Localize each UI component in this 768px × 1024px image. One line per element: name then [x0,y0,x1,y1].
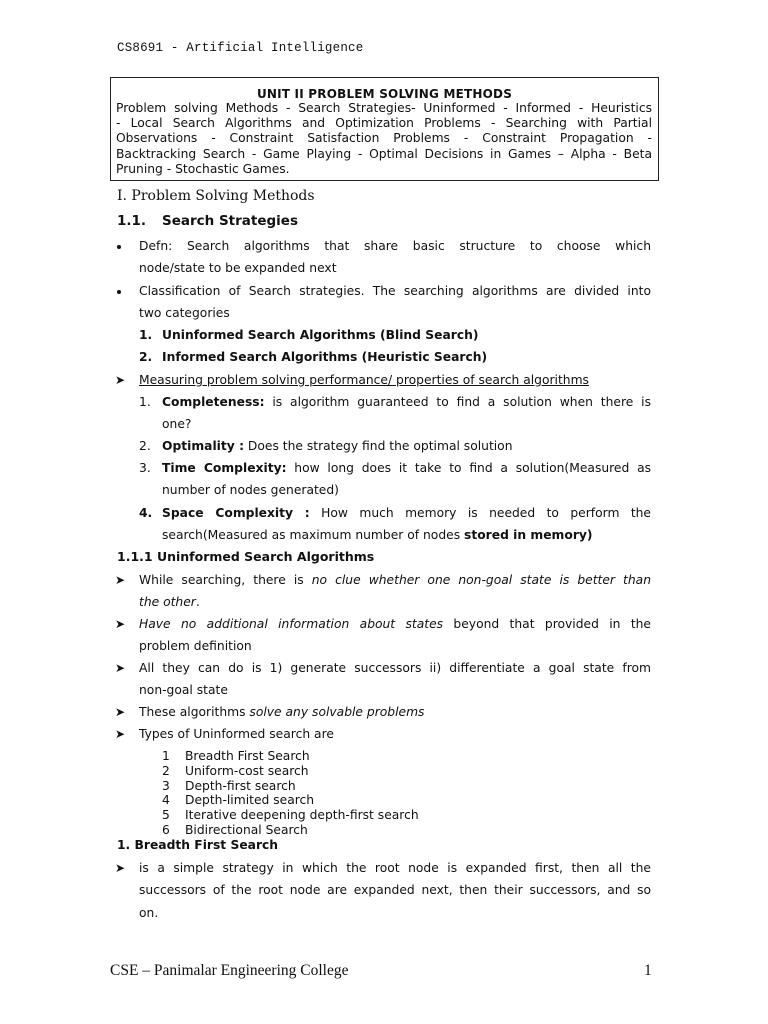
list-number: 1 [162,749,170,763]
arrow-bullet-icon: ➤ [115,617,126,631]
category-item: Uninformed Search Algorithms (Blind Search) [162,328,479,342]
unit-topics-line: Problem solving Methods - Search Strategies- Uninformed - Informed - Heuristics [116,101,652,115]
classification-line: Classification of Search strategies. The searching algorithms are divided into [139,284,651,298]
page-header: CS8691 - Artificial Intelligence [117,41,364,55]
unit-topics-line: Backtracking Search - Game Playing - Optimal Decisions in Games – Alpha - Beta [116,146,652,161]
property-space-complexity [162,506,651,520]
category-number: 2. [139,350,153,364]
category-number: 1. [139,328,153,342]
category-item: Informed Search Algorithms (Heuristic Search) [162,350,488,364]
property-time-complexity [162,461,651,475]
point-emphasis: the other [139,595,196,609]
bfs-description-line: on. [139,906,159,920]
arrow-bullet-icon: ➤ [115,727,126,741]
list-number: 4 [162,793,170,808]
uninformed-point [139,617,651,631]
list-text: Breadth First Search [185,749,310,763]
point-emphasis: Have no additional information about states [139,617,444,631]
list-text: Bidirectional Search [185,822,308,837]
property-label: Space Complexity : [162,506,310,520]
point-text: These algorithms [139,705,250,719]
uninformed-point: All they can do is 1) generate successors ii) differentiate a goal state from [139,661,651,675]
classification-line: two categories [139,306,230,320]
bfs-description-line: is a simple strategy in which the root node is expanded first, then all the [139,861,651,875]
definition-line: node/state to be expanded next [139,261,337,275]
list-item [162,779,419,794]
point-emphasis: solve any solvable problems [249,705,425,719]
property-label: Optimality : [162,439,244,453]
bullet-icon [117,245,121,249]
types-list [162,749,419,838]
property-label: Time Complexity: [162,461,287,475]
property-continuation [162,528,593,542]
property-number: 1. [139,395,151,409]
list-number: 2 [162,763,170,778]
unit-topics [116,101,652,177]
property-label: Completeness: [162,395,265,409]
property-text: is algorithm guaranteed to find a solution when there is [264,395,651,409]
point-emphasis: no clue whether one non-goal state is better than [311,573,651,587]
unit-topics-line: - Local Search Algorithms and Optimization Problems - Searching with Partial [116,116,652,131]
property-number: 3. [139,461,151,475]
bullet-icon [117,290,121,294]
unit-topics-line: Pruning - Stochastic Games. [116,161,290,176]
unit-summary-box [110,77,659,181]
list-number: 3 [162,778,170,793]
list-item [162,793,419,808]
uninformed-point [139,705,424,719]
property-number: 4. [139,506,153,520]
measuring-heading: Measuring problem solving performance/ properties of search algorithms [139,373,589,387]
section-title: Search Strategies [162,213,298,229]
bfs-heading: 1. Breadth First Search [117,838,279,852]
uninformed-point-continuation [139,595,200,609]
point-text: beyond that provided in the [443,617,651,631]
list-item [162,808,419,823]
arrow-bullet-icon: ➤ [115,573,126,587]
point-text: . [195,595,200,609]
property-text: how long does it take to find a solution(Measured as [286,461,652,475]
footer-page-number: 1 [644,962,652,979]
property-optimality [162,439,513,453]
property-continuation: number of nodes generated) [162,483,339,497]
list-text: Iterative deepening depth-first search [185,808,419,823]
list-item [162,764,419,779]
property-emphasis: stored in memory) [464,528,593,542]
property-text: search(Measured as maximum number of nodes [162,528,465,542]
arrow-bullet-icon: ➤ [115,861,126,875]
footer-college: CSE – Panimalar Engineering College [110,962,349,979]
property-text: Does the strategy find the optimal solution [243,439,513,453]
section-heading-problem-solving: I. Problem Solving Methods [117,188,315,204]
unit-title: UNIT II PROBLEM SOLVING METHODS [256,87,513,101]
list-item [162,823,419,838]
unit-topics-line: Observations - Constraint Satisfaction Problems - Constraint Propagation - [116,131,652,146]
property-text: How much memory is needed to perform the [309,506,651,520]
list-text: Uniform-cost search [185,763,309,778]
section-heading-search-strategies [117,213,298,229]
arrow-bullet-icon: ➤ [115,661,126,675]
property-continuation: one? [162,417,192,431]
property-number: 2. [139,439,151,453]
uninformed-point [139,573,651,587]
list-number: 5 [162,808,170,823]
property-completeness [162,395,651,409]
definition-line: Defn: Search algorithms that share basic structure to choose which [139,239,651,253]
point-text: While searching, there is [139,573,312,587]
section-heading-uninformed: 1.1.1 Uninformed Search Algorithms [117,549,375,564]
arrow-bullet-icon: ➤ [115,705,126,719]
list-text: Depth-limited search [185,793,315,808]
list-number: 6 [162,822,170,837]
bfs-description-line: successors of the root node are expanded next, then their successors, and so [139,883,651,897]
uninformed-point-continuation: problem definition [139,639,252,653]
section-number: 1.1. [117,213,147,229]
arrow-bullet-icon: ➤ [115,373,126,387]
uninformed-point-continuation: non-goal state [139,683,228,697]
uninformed-point: Types of Uninformed search are [139,727,334,741]
list-item [162,749,419,764]
list-text: Depth-first search [185,778,296,793]
